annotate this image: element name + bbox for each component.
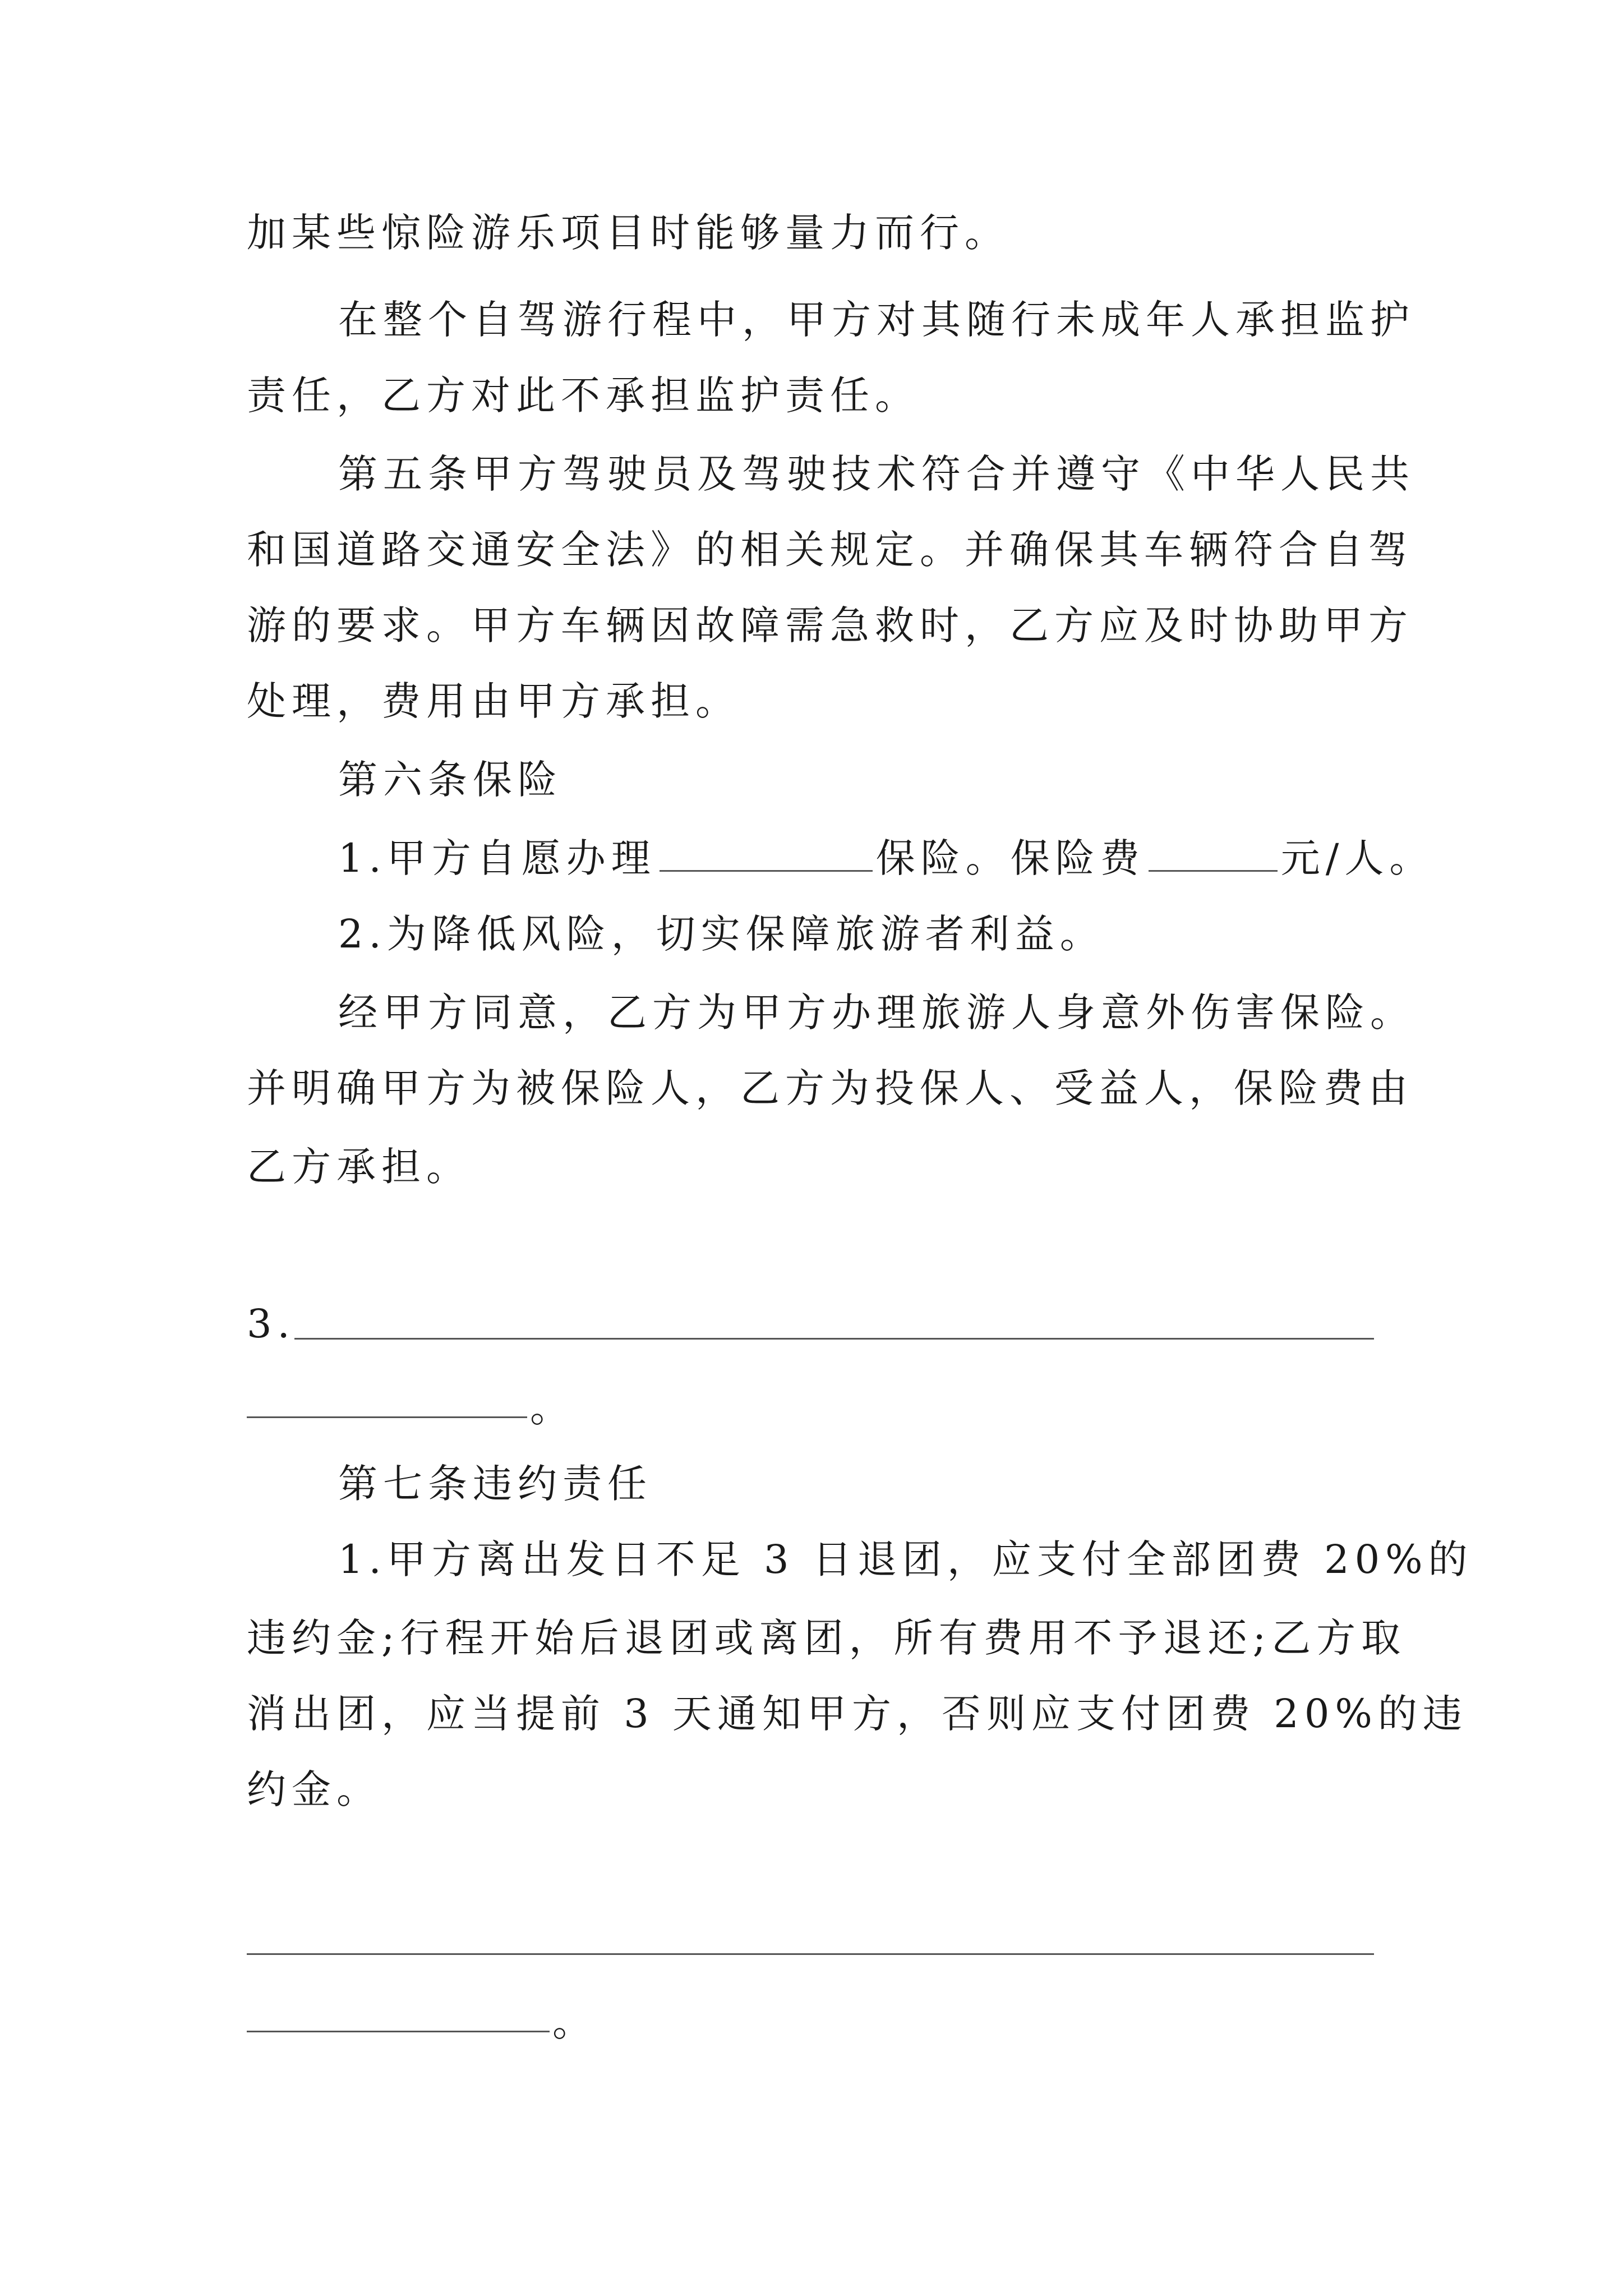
text-line: 加某些惊险游乐项目时能够量力而行。: [247, 210, 1009, 256]
insurance-clause: [338, 830, 1434, 886]
text-line: 并明确甲方为被保险人，乙方为投保人、受益人，保险费由: [247, 1065, 1413, 1111]
final-fill-line[interactable]: [247, 1953, 1374, 1955]
text-line: 游的要求。甲方车辆因故障需急救时，乙方应及时协助甲方: [247, 602, 1413, 648]
text-line: 在整个自驾游行程中，甲方对其随行未成年人承担监护: [338, 297, 1415, 343]
text-line: 经甲方同意，乙方为甲方办理旅游人身意外伤害保险。: [338, 990, 1415, 1036]
text-line: 责任，乙方对此不承担监护责任。: [247, 372, 920, 418]
insurance-fee-blank[interactable]: [1149, 835, 1278, 872]
text-line: 约金。: [247, 1766, 381, 1812]
final-end-mark: 。: [552, 1999, 597, 2045]
clause-text: 1.甲方自愿办理: [338, 835, 656, 881]
item-3-fill-line-continued[interactable]: [247, 1416, 527, 1418]
item-3-fill-line[interactable]: [294, 1338, 1374, 1340]
clause-text: 元/人。: [1280, 835, 1435, 881]
section-heading: 第七条违约责任: [338, 1461, 652, 1507]
section-heading: 第六条保险: [338, 757, 562, 803]
text-line: 1.甲方离出发日不足 3 日退团，应支付全部团费 20%的: [338, 1536, 1473, 1582]
final-fill-line-continued[interactable]: [247, 2031, 550, 2032]
text-line: 2.为降低风险，切实保障旅游者利益。: [338, 911, 1105, 957]
insurance-type-blank[interactable]: [660, 835, 873, 872]
text-line: 第五条甲方驾驶员及驾驶技术符合并遵守《中华人民共: [338, 451, 1415, 497]
text-line: 违约金;行程开始后退团或离团，所有费用不予退还;乙方取: [247, 1615, 1407, 1661]
item-3-end-mark: 。: [530, 1385, 575, 1431]
text-line: 消出团，应当提前 3 天通知甲方，否则应支付团费 20%的违: [247, 1691, 1468, 1737]
text-line: 和国道路交通安全法》的相关规定。并确保其车辆符合自驾: [247, 527, 1413, 573]
text-line: 乙方承担。: [247, 1144, 471, 1190]
text-line: 处理，费用由甲方承担。: [247, 678, 740, 724]
clause-text: 保险。保险费: [875, 835, 1145, 881]
item-3-label: 3.: [247, 1301, 296, 1347]
